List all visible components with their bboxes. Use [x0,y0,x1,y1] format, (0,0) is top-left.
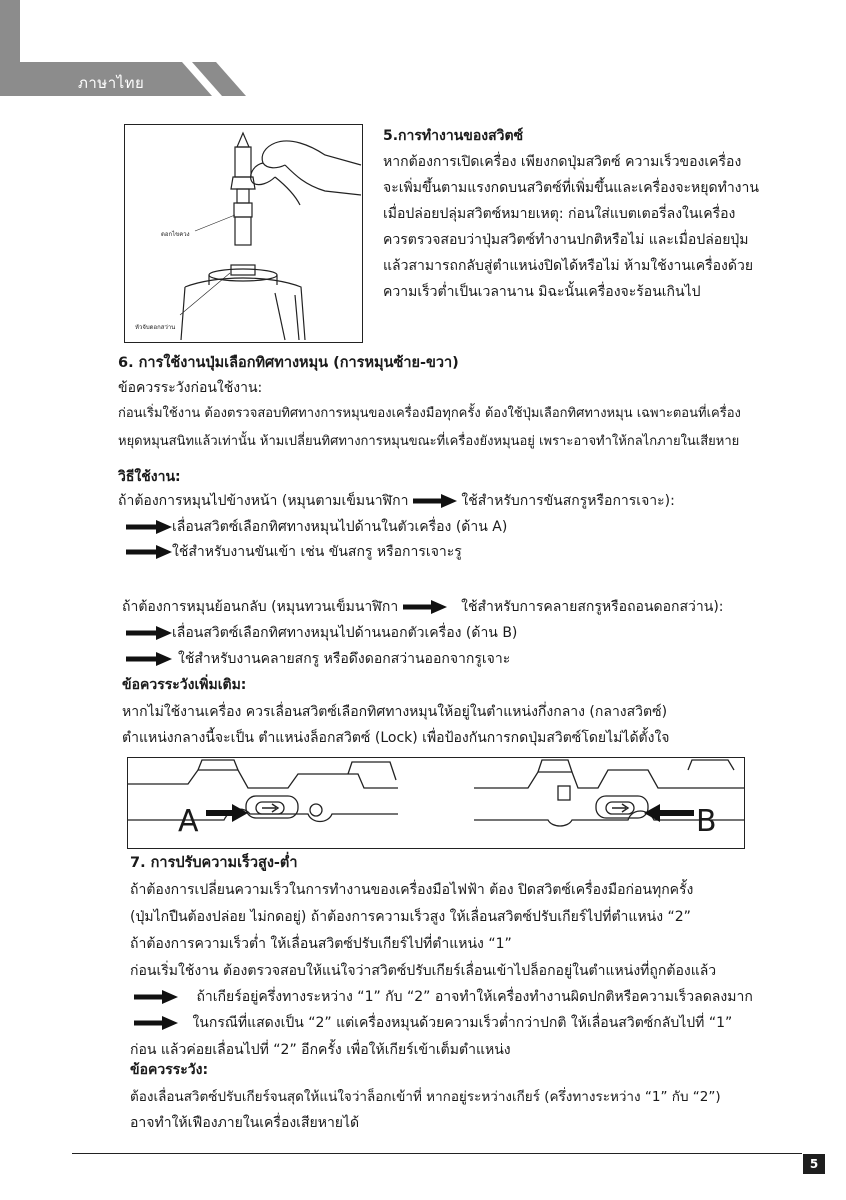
label-a: A [178,804,199,839]
section7-title: 7. การปรับความเร็วสูง-ต่ำ [130,855,298,871]
section7-caution-line-1: ต้องเลื่อนสวิตซ์ปรับเกียร์จนสุดให้แน่ใจว่าล็อกเข้าที่ หากอยู่ระหว่างเกียร์ (ครึ่งทางระหว่าง “1” กับ “2”) [130,1089,721,1105]
direction-switch-illustration [128,758,744,848]
arrow-right-icon [134,1016,178,1030]
section6-usage-label: วิธีใช้งาน: [118,469,181,485]
section6-extra-label: ข้อควรระวังเพิ่มเติม: [122,677,247,693]
arrow-right-icon [134,990,178,1004]
reverse-text-a: ถ้าต้องการหมุนย้อนกลับ (หมุนทวนเข็มนาฬิกา [122,599,399,615]
figure-bit-insertion [124,124,363,343]
forward-text-a: ถ้าต้องการหมุนไปข้างหน้า (หมุนตามเข็มนาฬิกา [118,493,409,509]
section6-title: 6. การใช้งานปุ่มเลือกทิศทางหมุน (การหมุนซ้าย-ขวา) [118,355,459,371]
section5-title: 5.การทำงานของสวิตซ์ [383,128,524,144]
forward-step-1 [126,517,507,537]
arrow-right-icon [126,545,172,559]
label-b: B [696,804,717,839]
section7-line-3: ถ้าต้องการความเร็วต่ำ ให้เลื่อนสวิตซ์ปรับเกียร์ไปที่ตำแหน่ง “1” [130,936,512,952]
reverse-step-2-text: ใช้สำหรับงานคลายสกรู หรือดึงดอกสว่านออกจากรูเจาะ [178,651,511,667]
reverse-step-1-text: เลื่อนสวิตซ์เลือกทิศทางหมุนไปด้านนอกตัวเครื่อง (ด้าน B) [172,625,518,641]
section5-line-4: ควรตรวจสอบว่าปุ่มสวิตซ์ทำงานปกติหรือไม่ และเมื่อปล่อยปุ่ม [383,232,749,248]
language-label: ภาษาไทย [78,74,145,92]
figure-direction-switch [127,757,745,849]
section5-line-3: เมื่อปล่อยปลุ่มสวิตซ์หมายเหตุ: ก่อนใส่แบตเตอรี่ลงในเครื่อง [383,206,736,222]
section5-line-1: หากต้องการเปิดเครื่อง เพียงกดปุ่มสวิตซ์ ความเร็วของเครื่อง [383,154,742,170]
section7-bullet-2 [134,1013,732,1033]
section6-extra-line-2: ตำแหน่งกลางนี้จะเป็น ตำแหน่งล็อกสวิตซ์ (Lock) เพื่อป้องกันการกดปุ่มสวิตซ์โดยไม่ได้ตั้งใจ [122,730,670,746]
reverse-step-1 [126,623,517,643]
section5-line-6: ความเร็วต่ำเป็นเวลานาน มิฉะนั้นเครื่องจะร้อนเกินไป [383,284,701,300]
arrow-right-icon [126,626,172,640]
chuck-caption: หัวจับดอกสว่าน [135,324,176,331]
section7-bullet-2-text: ในกรณีที่แสดงเป็น “2” แต่เครื่องหมุนด้วยความเร็วต่ำกว่าปกติ ให้เลื่อนสวิตซ์กลับไปที่ “1” [192,1015,733,1031]
section7-line-1: ถ้าต้องการเปลี่ยนความเร็วในการทำงานของเครื่องมือไฟฟ้า ต้อง ปิดสวิตซ์เครื่องมือก่อนทุกครั้ง [130,882,694,898]
reverse-line [122,597,724,617]
forward-step-1-text: เลื่อนสวิตซ์เลือกทิศทางหมุนไปด้านในตัวเครื่อง (ด้าน A) [172,519,508,535]
section7-line-2: (ปุ่มไกปืนต้องปล่อย ไม่กดอยู่) ถ้าต้องการความเร็วสูง ให้เลื่อนสวิตซ์ปรับเกียร์ไปที่ตำแหน่ง “2” [130,909,691,925]
forward-step-2-text: ใช้สำหรับงานขันเข้า เช่น ขันสกรู หรือการเจาะรู [172,544,462,560]
forward-line [118,491,675,511]
section7-bullet-2-cont: ก่อน แล้วค่อยเลื่อนไปที่ “2” อีกครั้ง เพื่อให้เกียร์เข้าเต็มตำแหน่ง [130,1042,511,1058]
section5-line-5: แล้วสามารถกลับสู่ตำแหน่งปิดได้หรือไม่ ห้ามใช้งานเครื่องด้วย [383,258,754,274]
forward-text-b: ใช้สำหรับการขันสกรูหรือการเจาะ): [461,493,675,509]
section7-caution-label: ข้อควรระวัง: [130,1062,209,1078]
section6-precaution-line-2: หยุดหมุนสนิทแล้วเท่านั้น ห้ามเปลี่ยนทิศทางการหมุนขณะที่เครื่องยังหมุนอยู่ เพราะอาจทำให้กลไกภายในเสียหาย [118,434,740,449]
reverse-text-b: ใช้สำหรับการคลายสกรูหรือถอนดอกสว่าน): [461,599,724,615]
bit-caption: ดอกไขควง [161,231,190,238]
section7-bullet-1-text: ถ้าเกียร์อยู่ครึ่งทางระหว่าง “1” กับ “2” อาจทำให้เครื่องทำงานผิดปกติหรือความเร็วลดลงมาก [196,989,753,1005]
section7-line-4: ก่อนเริ่มใช้งาน ต้องตรวจสอบให้แน่ใจว่าสวิตซ์ปรับเกียร์เลื่อนเข้าไปล็อกอยู่ในตำแหน่งที่ถูกต้องแล้ว [130,963,717,979]
footer-divider [72,1153,802,1154]
section7-caution-line-2: อาจทำให้เฟืองภายในเครื่องเสียหายได้ [130,1115,360,1131]
section5-line-2: จะเพิ่มขึ้นตามแรงกดบนสวิตซ์ที่เพิ่มขึ้นและเครื่องจะหยุดทำงาน [383,180,759,196]
reverse-step-2 [126,649,510,669]
section6-precaution-line-1: ก่อนเริ่มใช้งาน ต้องตรวจสอบทิศทางการหมุนของเครื่องมือทุกครั้ง ต้องใช้ปุ่มเลือกทิศทางหมุน เฉพาะตอนที่เครื่อง [118,406,741,421]
page-number: 5 [803,1154,825,1174]
arrow-right-icon [126,520,172,534]
arrow-right-icon [403,600,447,614]
arrow-right-icon [126,652,172,666]
forward-step-2 [126,542,462,562]
arrow-right-icon [413,494,457,508]
section7-bullet-1 [134,987,753,1007]
section6-precaution-label: ข้อควรระวังก่อนใช้งาน: [118,380,263,396]
section6-extra-line-1: หากไม่ใช้งานเครื่อง ควรเลื่อนสวิตซ์เลือกทิศทางหมุนให้อยู่ในตำแหน่งกึ่งกลาง (กลางสวิตซ์) [122,704,668,720]
